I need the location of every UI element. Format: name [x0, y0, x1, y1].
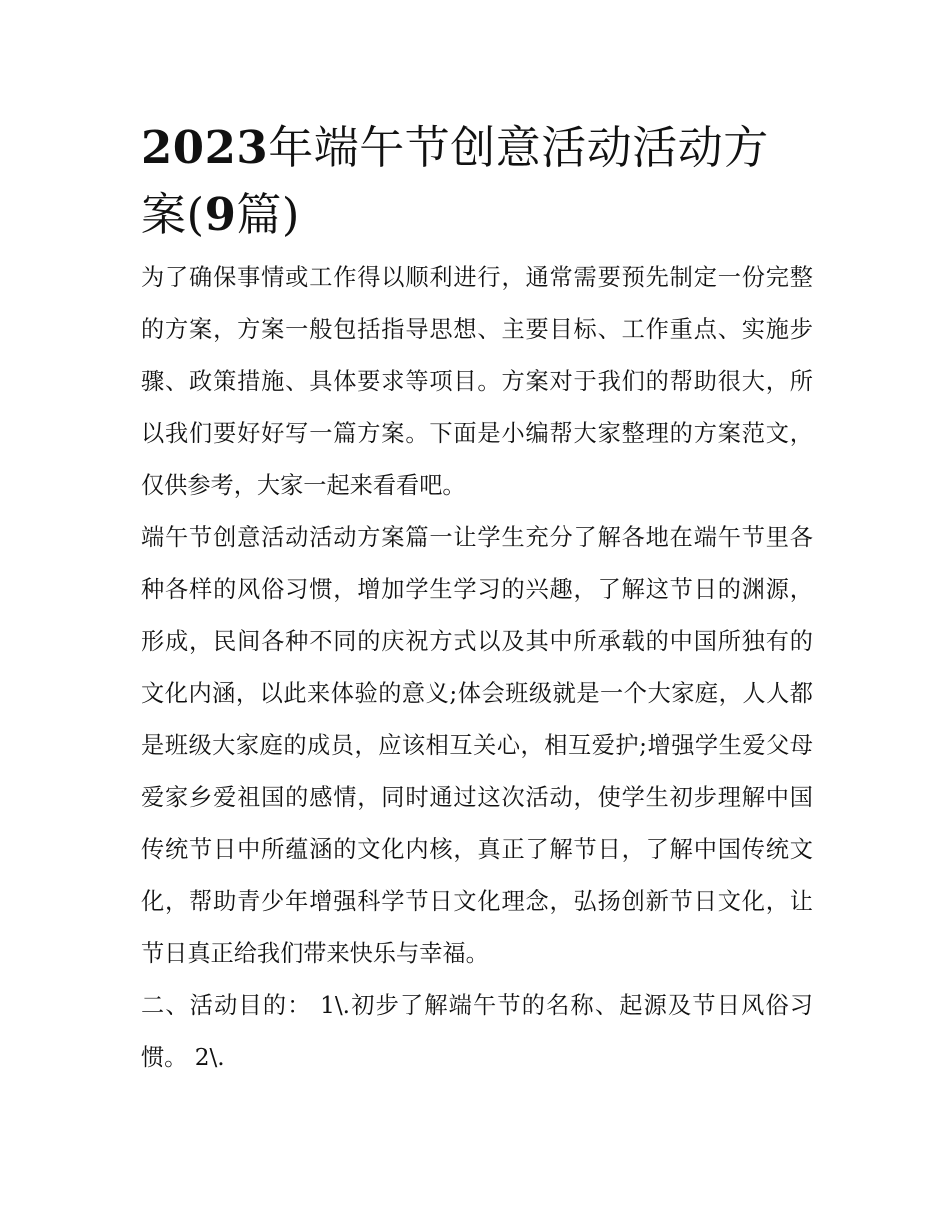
- title-count: 9: [204, 188, 237, 241]
- objectives-paragraph: 二、活动目的： 1\.初步了解端午节的名称、起源及节日风俗习惯。 2\.: [141, 992, 813, 1071]
- intro-paragraph: 为了确保事情或工作得以顺利进行，通常需要预先制定一份完整的方案，方案一般包括指导思想、主要目标、工作重点、实施步骤、政策措施、具体要求等项目。方案对于我们的帮助很大，所以我们要好好写一篇方案。下面是小编帮大家整理的方案范文，仅供参考，大家一起来看看吧。: [141, 264, 813, 499]
- document-title: [141, 114, 813, 248]
- title-year: 2023: [141, 121, 269, 174]
- title-suffix: 篇): [236, 188, 300, 241]
- body-paragraph: 端午节创意活动活动方案篇一让学生充分了解各地在端午节里各种各样的风俗习惯，增加学生学习的兴趣，了解这节日的渊源，形成，民间各种不同的庆祝方式以及其中所承载的中国所独有的文化内涵，以此来体验的意义;体会班级就是一个大家庭，人人都是班级大家庭的成员，应该相互关心，相互爱护;增强学生爱父母爱家乡爱祖国的感情，同时通过这次活动，使学生初步理解中国传统节日中所蕴涵的文化内核，真正了解节日，了解中国传统文化，帮助青少年增强科学节日文化理念，弘扬创新节日文化，让节日真正给我们带来快乐与幸福。: [141, 524, 813, 967]
- document-body: [141, 114, 813, 1084]
- title-text: 年端午节创意活动活动方案(: [141, 121, 769, 241]
